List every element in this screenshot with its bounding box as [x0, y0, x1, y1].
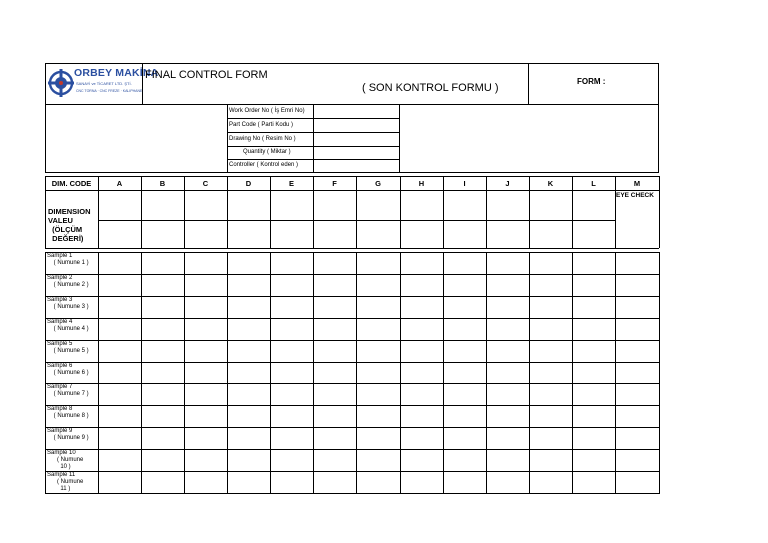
measurement-cell[interactable] — [400, 253, 443, 274]
measurement-cell[interactable] — [615, 253, 659, 274]
measurement-cell[interactable] — [529, 253, 572, 274]
column-header-c: C — [202, 179, 209, 188]
measurement-cell[interactable] — [184, 450, 227, 471]
dimension-tolerance-cell[interactable] — [400, 221, 443, 248]
measurement-cell[interactable] — [313, 406, 356, 427]
measurement-cell[interactable] — [443, 253, 486, 274]
dimension-nominal-cell[interactable] — [529, 191, 572, 220]
column-header-e: E — [288, 179, 294, 188]
measurement-cell[interactable] — [313, 450, 356, 471]
column-header-b: B — [159, 179, 166, 188]
sample-label: Sample 11 ( Numune 11 ) — [47, 472, 84, 492]
measurement-cell[interactable] — [141, 472, 184, 493]
measurement-cell[interactable] — [184, 253, 227, 274]
dim-code-header: DIM. CODE — [51, 179, 92, 188]
measurement-cell[interactable] — [615, 472, 659, 493]
measurement-cell[interactable] — [270, 450, 313, 471]
measurement-cell[interactable] — [98, 406, 141, 427]
dimension-nominal-cell[interactable] — [313, 191, 356, 220]
measurement-cell[interactable] — [98, 275, 141, 296]
measurement-cell[interactable] — [486, 472, 529, 493]
measurement-cell[interactable] — [184, 275, 227, 296]
dimension-nominal-cell[interactable] — [572, 191, 615, 220]
measurement-cell[interactable] — [572, 428, 615, 449]
measurement-cell[interactable] — [98, 384, 141, 405]
measurement-cell[interactable] — [184, 384, 227, 405]
sample-label: Sample 9 ( Numune 9 ) — [47, 428, 89, 441]
dimension-tolerance-cell[interactable] — [486, 221, 529, 248]
measurement-cell[interactable] — [356, 319, 400, 340]
measurement-cell[interactable] — [356, 384, 400, 405]
measurement-cell[interactable] — [443, 450, 486, 471]
measurement-cell[interactable] — [529, 450, 572, 471]
measurement-cell[interactable] — [443, 363, 486, 383]
measurement-cell[interactable] — [443, 341, 486, 362]
measurement-cell[interactable] — [141, 450, 184, 471]
measurement-cell[interactable] — [529, 297, 572, 318]
measurement-cell[interactable] — [98, 297, 141, 318]
dimension-nominal-cell[interactable] — [141, 191, 184, 220]
measurement-cell[interactable] — [270, 275, 313, 296]
sample-label: Sample 5 ( Numune 5 ) — [47, 341, 89, 354]
measurement-cell[interactable] — [227, 472, 270, 493]
dimension-tolerance-cell[interactable] — [572, 221, 615, 248]
measurement-cell[interactable] — [572, 406, 615, 427]
measurement-cell[interactable] — [184, 472, 227, 493]
dimension-tolerance-cell[interactable] — [141, 221, 184, 248]
measurement-cell[interactable] — [313, 275, 356, 296]
grid-line — [45, 248, 659, 249]
measurement-cell[interactable] — [141, 406, 184, 427]
dimension-tolerance-cell[interactable] — [227, 221, 270, 248]
grid-line — [659, 252, 660, 494]
measurement-cell[interactable] — [184, 406, 227, 427]
form-title: FINAL CONTROL FORM — [145, 69, 268, 81]
measurement-cell[interactable] — [227, 363, 270, 383]
dimension-nominal-cell[interactable] — [400, 191, 443, 220]
measurement-cell[interactable] — [400, 406, 443, 427]
measurement-cell[interactable] — [270, 428, 313, 449]
measurement-cell[interactable] — [356, 472, 400, 493]
measurement-cell[interactable] — [141, 297, 184, 318]
measurement-cell[interactable] — [98, 363, 141, 383]
measurement-cell[interactable] — [572, 384, 615, 405]
column-header-f: F — [332, 179, 337, 188]
drawing-no-label: Drawing No ( Resim No ) — [229, 136, 296, 142]
measurement-cell[interactable] — [227, 275, 270, 296]
measurement-cell[interactable] — [313, 253, 356, 274]
part-code-label: Part Code ( Parti Kodu ) — [229, 122, 294, 128]
dimension-nominal-cell[interactable] — [443, 191, 486, 220]
measurement-cell[interactable] — [184, 319, 227, 340]
measurement-cell[interactable] — [270, 363, 313, 383]
column-header-d: D — [245, 179, 252, 188]
measurement-cell[interactable] — [184, 428, 227, 449]
sample-label: Sample 7 ( Numune 7 ) — [47, 384, 89, 397]
measurement-cell[interactable] — [98, 428, 141, 449]
measurement-cell[interactable] — [529, 472, 572, 493]
measurement-cell[interactable] — [313, 428, 356, 449]
measurement-cell[interactable] — [486, 363, 529, 383]
measurement-cell[interactable] — [529, 384, 572, 405]
column-header-l: L — [591, 179, 596, 188]
measurement-cell[interactable] — [98, 253, 141, 274]
measurement-cell[interactable] — [184, 297, 227, 318]
measurement-cell[interactable] — [572, 275, 615, 296]
dimension-tolerance-cell[interactable] — [98, 221, 141, 248]
measurement-cell[interactable] — [98, 319, 141, 340]
measurement-cell[interactable] — [615, 450, 659, 471]
measurement-cell[interactable] — [270, 406, 313, 427]
measurement-cell[interactable] — [313, 319, 356, 340]
measurement-cell[interactable] — [270, 319, 313, 340]
dimension-nominal-cell[interactable] — [270, 191, 313, 220]
sample-label: Sample 6 ( Numune 6 ) — [47, 363, 89, 376]
measurement-cell[interactable] — [400, 341, 443, 362]
dimension-nominal-cell[interactable] — [227, 191, 270, 220]
measurement-cell[interactable] — [443, 275, 486, 296]
measurement-cell[interactable] — [529, 341, 572, 362]
measurement-cell[interactable] — [400, 297, 443, 318]
dimension-nominal-cell[interactable] — [356, 191, 400, 220]
dimension-nominal-cell[interactable] — [486, 191, 529, 220]
form-subtitle: ( SON KONTROL FORMU ) — [362, 82, 499, 94]
grid-line — [659, 176, 660, 248]
measurement-cell[interactable] — [486, 428, 529, 449]
measurement-cell[interactable] — [486, 341, 529, 362]
measurement-cell[interactable] — [313, 297, 356, 318]
measurement-cell[interactable] — [443, 319, 486, 340]
column-header-a: A — [116, 179, 123, 188]
measurement-cell[interactable] — [356, 341, 400, 362]
measurement-cell[interactable] — [529, 406, 572, 427]
measurement-cell[interactable] — [400, 428, 443, 449]
measurement-cell[interactable] — [356, 253, 400, 274]
measurement-cell[interactable] — [486, 275, 529, 296]
measurement-cell[interactable] — [313, 472, 356, 493]
column-header-i: I — [463, 179, 466, 188]
dimension-tolerance-cell[interactable] — [529, 221, 572, 248]
measurement-cell[interactable] — [572, 363, 615, 383]
measurement-cell[interactable] — [486, 406, 529, 427]
dimension-tolerance-cell[interactable] — [313, 221, 356, 248]
measurement-cell[interactable] — [443, 297, 486, 318]
measurement-cell[interactable] — [486, 253, 529, 274]
measurement-cell[interactable] — [313, 363, 356, 383]
measurement-cell[interactable] — [356, 363, 400, 383]
column-header-j: J — [505, 179, 510, 188]
measurement-cell[interactable] — [141, 275, 184, 296]
measurement-cell[interactable] — [98, 450, 141, 471]
quantity-label: Quantity ( Miktar ) — [243, 149, 291, 155]
measurement-cell[interactable] — [615, 428, 659, 449]
measurement-cell[interactable] — [356, 406, 400, 427]
measurement-cell[interactable] — [227, 253, 270, 274]
measurement-cell[interactable] — [313, 384, 356, 405]
measurement-cell[interactable] — [572, 297, 615, 318]
measurement-cell[interactable] — [615, 384, 659, 405]
sample-label: Sample 10 ( Numune 10 ) — [47, 450, 84, 470]
eye-check-label: EYE CHECK — [616, 192, 654, 199]
dimension-nominal-cell[interactable] — [184, 191, 227, 220]
sample-label: Sample 4 ( Numune 4 ) — [47, 319, 89, 332]
eye-check-cell[interactable] — [615, 202, 659, 248]
column-header-k: K — [547, 179, 554, 188]
measurement-cell[interactable] — [98, 341, 141, 362]
sample-label: Sample 3 ( Numune 3 ) — [47, 297, 89, 310]
measurement-cell[interactable] — [270, 472, 313, 493]
measurement-cell[interactable] — [486, 297, 529, 318]
grid-line — [45, 252, 46, 494]
measurement-cell[interactable] — [356, 297, 400, 318]
measurement-cell[interactable] — [615, 275, 659, 296]
measurement-cell[interactable] — [400, 275, 443, 296]
column-header-g: G — [375, 179, 381, 188]
dimension-tolerance-cell[interactable] — [443, 221, 486, 248]
measurement-cell[interactable] — [443, 406, 486, 427]
measurement-cell[interactable] — [356, 428, 400, 449]
measurement-cell[interactable] — [529, 275, 572, 296]
measurement-cell[interactable] — [615, 406, 659, 427]
measurement-cell[interactable] — [400, 363, 443, 383]
measurement-cell[interactable] — [141, 428, 184, 449]
measurement-cell[interactable] — [227, 384, 270, 405]
measurement-cell[interactable] — [529, 428, 572, 449]
measurement-cell[interactable] — [400, 384, 443, 405]
measurement-cell[interactable] — [615, 297, 659, 318]
measurement-cell[interactable] — [227, 319, 270, 340]
controller-label: Controller ( Kontrol eden ) — [229, 162, 299, 168]
measurement-cell[interactable] — [227, 450, 270, 471]
measurement-cell[interactable] — [572, 319, 615, 340]
measurement-cell[interactable] — [141, 363, 184, 383]
measurement-cell[interactable] — [443, 472, 486, 493]
column-header-h: H — [418, 179, 425, 188]
measurement-cell[interactable] — [270, 341, 313, 362]
column-header-m: M — [633, 179, 641, 188]
logo-subtitle: SANAYİ ve TİCARET LTD. ŞTİ. — [76, 81, 132, 86]
measurement-cell[interactable] — [615, 319, 659, 340]
measurement-cell[interactable] — [270, 253, 313, 274]
measurement-cell[interactable] — [400, 450, 443, 471]
dimension-value-label: DIMENSION VALEU (ÖLÇÜM DEĞERİ) — [48, 207, 91, 243]
measurement-cell[interactable] — [356, 450, 400, 471]
measurement-cell[interactable] — [227, 297, 270, 318]
logo-name: ORBEY MAKİNA — [74, 67, 159, 79]
measurement-cell[interactable] — [270, 297, 313, 318]
measurement-cell[interactable] — [615, 363, 659, 383]
dimension-tolerance-cell[interactable] — [270, 221, 313, 248]
measurement-cell[interactable] — [270, 384, 313, 405]
grid-line — [45, 493, 659, 494]
measurement-cell[interactable] — [615, 341, 659, 362]
measurement-cell[interactable] — [529, 363, 572, 383]
measurement-cell[interactable] — [443, 384, 486, 405]
measurement-cell[interactable] — [313, 341, 356, 362]
measurement-cell[interactable] — [572, 341, 615, 362]
measurement-cell[interactable] — [141, 319, 184, 340]
dimension-nominal-cell[interactable] — [98, 191, 141, 220]
sample-label: Sample 8 ( Numune 8 ) — [47, 406, 89, 419]
measurement-cell[interactable] — [572, 253, 615, 274]
measurement-cell[interactable] — [141, 253, 184, 274]
measurement-cell[interactable] — [227, 428, 270, 449]
measurement-cell[interactable] — [356, 275, 400, 296]
measurement-cell[interactable] — [141, 384, 184, 405]
measurement-cell[interactable] — [486, 384, 529, 405]
measurement-cell[interactable] — [486, 450, 529, 471]
measurement-cell[interactable] — [184, 363, 227, 383]
logo-services: CNC TORNA · CNC FREZE · KALIPHANE — [76, 89, 143, 93]
dimension-tolerance-cell[interactable] — [356, 221, 400, 248]
measurement-cell[interactable] — [400, 319, 443, 340]
measurement-cell[interactable] — [529, 319, 572, 340]
measurement-cell[interactable] — [572, 472, 615, 493]
measurement-cell[interactable] — [141, 341, 184, 362]
sample-label: Sample 2 ( Numune 2 ) — [47, 275, 89, 288]
measurement-cell[interactable] — [400, 472, 443, 493]
measurement-cell[interactable] — [572, 450, 615, 471]
measurement-cell[interactable] — [98, 472, 141, 493]
form-number-label: FORM : — [577, 77, 606, 86]
measurement-cell[interactable] — [486, 319, 529, 340]
work-order-label: Work Order No ( İş Emri No) — [229, 108, 305, 114]
measurement-cell[interactable] — [227, 341, 270, 362]
measurement-cell[interactable] — [443, 428, 486, 449]
sample-label: Sample 1 ( Numune 1 ) — [47, 253, 89, 266]
measurement-cell[interactable] — [227, 406, 270, 427]
dimension-tolerance-cell[interactable] — [184, 221, 227, 248]
measurement-cell[interactable] — [184, 341, 227, 362]
